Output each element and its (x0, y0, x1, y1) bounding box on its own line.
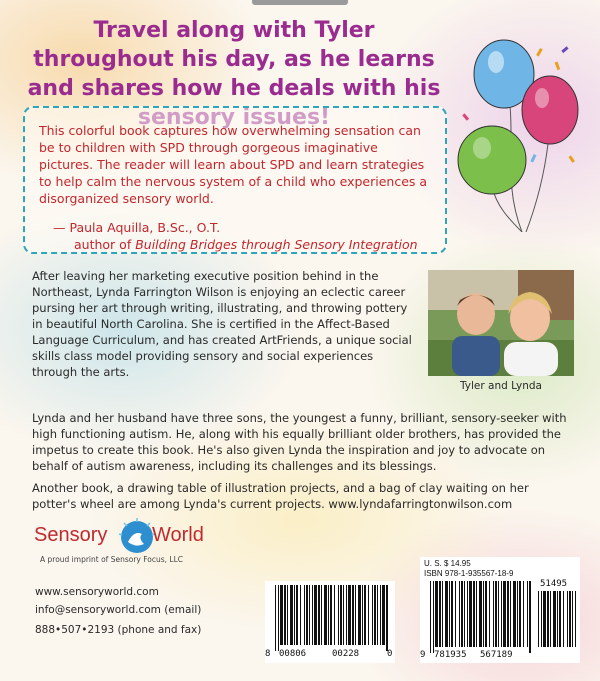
barcode-bar (334, 585, 335, 645)
barcode-bar (330, 585, 332, 645)
barcode-bar (559, 591, 561, 647)
barcode-bar (489, 581, 490, 647)
barcode-bar (280, 585, 283, 645)
barcode-bar (362, 585, 363, 645)
publisher-tagline: A proud imprint of Sensory Focus, LLC (40, 555, 184, 564)
barcode-bar (493, 581, 494, 647)
barcode-bar (304, 585, 305, 645)
barcode-bar (569, 591, 571, 647)
sensory-world-logo-mark (118, 518, 156, 556)
barcode-bar (459, 581, 460, 647)
barcode-bar (483, 581, 484, 647)
barcode-bar (498, 581, 499, 647)
barcode-bar (473, 581, 475, 647)
barcode-bar (386, 585, 388, 651)
upc-group-2: 00228 (332, 649, 360, 659)
barcode-bar (538, 591, 539, 647)
bio-paragraph-1: After leaving her marketing executive position behind in the Northeast, Lynda Farrington Wilson is enjoying an eclectic career pursing her art through writing, illustrating, and throwing pottery in beautiful North Carolina. She is certified in the Affect-Based Language Curriculum, and has created ArtFriends, a unique social skills class model providing sensory and social experiences through the arts. (32, 269, 412, 379)
publisher-name-right: World (152, 524, 204, 546)
barcode-bar (352, 585, 354, 645)
barcode-bar (296, 585, 298, 645)
endorsement-quote-box (23, 106, 447, 254)
upc-left-digit: 8 (265, 649, 271, 659)
barcode-bar (445, 581, 448, 647)
photo-caption: Tyler and Lynda (460, 380, 542, 392)
barcode-bar (435, 581, 438, 647)
isbn-addon-digits: 51495 (540, 579, 568, 589)
barcode-bar (348, 585, 351, 645)
barcode-bar (300, 585, 301, 645)
barcode-bar (501, 581, 502, 647)
bio-paragraph-3: Another book, a drawing table of illustration projects, and a bag of clay waiting on her potter's wheel are among Lynda's current projects. www.lyndafarringtonwilson.com (32, 481, 529, 511)
barcode-bar (553, 591, 556, 647)
barcode-bar (455, 581, 456, 647)
upc-group-1: 00806 (279, 649, 307, 659)
isbn-lead-digit: 9 (420, 650, 426, 660)
barcode-bar (575, 591, 576, 647)
barcode-bar (312, 585, 313, 645)
isbn-number: ISBN 978-1-935567-18-9 (424, 569, 514, 578)
barcode-bar (541, 591, 542, 647)
barcode-bar (547, 591, 549, 647)
barcode-bar (358, 585, 361, 645)
barcode-bar (340, 585, 342, 645)
barcode-bar (461, 581, 463, 647)
barcode-bar (451, 581, 453, 647)
attribution-name: — Paula Aquilla, B.Sc., O.T. (53, 220, 221, 235)
publisher-name-left: Sensory (34, 524, 108, 546)
barcode-bar (510, 581, 511, 647)
isbn-barcode (420, 557, 580, 663)
endorsement-attribution (53, 219, 431, 253)
barcode-bar (464, 581, 465, 647)
barcode-bar (368, 585, 369, 645)
barcode-bar (572, 591, 573, 647)
publisher-email[interactable]: info@sensoryworld.com (email) (35, 604, 202, 616)
barcode-bar (278, 585, 279, 651)
barcode-bar (355, 585, 356, 645)
attribution-role-prefix: author of (74, 237, 136, 252)
barcode-bar (527, 581, 528, 647)
barcode-bar (433, 581, 434, 653)
barcode-bar (550, 591, 551, 647)
barcode-bar (328, 585, 329, 645)
publisher-phone: 888•507•2193 (phone and fax) (35, 624, 202, 636)
attribution-book-title: Building Bridges through Sensory Integration (135, 237, 418, 252)
barcode-bar (314, 585, 317, 645)
barcode-bar (495, 581, 497, 647)
isbn-group-1: 781935 (434, 650, 467, 660)
barcode-bar (364, 585, 366, 645)
barcode-bar (519, 581, 521, 647)
barcode-bar (513, 581, 516, 647)
barcode-bar (377, 585, 378, 645)
barcode-bar (321, 585, 322, 645)
barcode-bar (469, 581, 472, 647)
barcode-bar (324, 585, 327, 645)
barcode-bar (476, 581, 477, 647)
barcode-bar (449, 581, 450, 647)
author-photo (428, 270, 574, 376)
isbn-price: U. S. $ 14.95 (424, 559, 471, 568)
barcode-bar (343, 585, 344, 645)
barcode-bar (567, 591, 568, 647)
upc-barcode (265, 581, 395, 663)
barcode-bar (372, 585, 373, 645)
barcode-bar (529, 581, 531, 653)
top-tab-marker (252, 0, 348, 5)
isbn-group-2: 567189 (480, 650, 513, 660)
upc-right-digit: 0 (387, 649, 393, 659)
barcode-bar (485, 581, 487, 647)
barcode-bar (382, 585, 385, 645)
barcode-bar (380, 585, 381, 645)
barcode-bar (287, 585, 288, 645)
bio-paragraph-2: Lynda and her husband have three sons, the youngest a funny, brilliant, sensory-seeker with high functioning autism. He, along with his equally brilliant older brothers, has provided the impetus to create this book. He's also given Lynda the inspiration and joy to advocate on behalf of autism awareness, including its challenges and its blessings. (32, 411, 567, 473)
barcode-bar (338, 585, 339, 645)
barcode-bar (309, 585, 310, 645)
publisher-logo (34, 512, 234, 574)
back-cover-headline: Travel along with Tyler throughout his day, as he learns and shares how he deals with his (27, 18, 441, 101)
barcode-bar (439, 581, 441, 647)
barcode-bar (557, 591, 558, 647)
barcode-bar (517, 581, 518, 647)
barcode-bar (479, 581, 482, 647)
barcode-bar (563, 591, 564, 647)
barcode-bar (507, 581, 509, 647)
barcode-bar (290, 585, 293, 645)
balloons-illustration (452, 36, 582, 232)
barcode-bar (346, 585, 347, 645)
endorsement-quote-text: This colorful book captures how overwhelming sensation can be to children with SPD through gorgeous imaginative pictures. The reader will learn about SPD and learn strategies to help calm the nervous system of a child who experiences a disorganized sensory world. (39, 123, 428, 206)
publisher-website[interactable]: www.sensoryworld.com (35, 586, 159, 598)
barcode-bar (306, 585, 308, 645)
barcode-bar (467, 581, 468, 647)
barcode-bar (442, 581, 443, 647)
barcode-bar (275, 585, 276, 651)
barcode-bar (503, 581, 506, 647)
attribution-role (53, 236, 431, 253)
barcode-bar (430, 581, 431, 653)
barcode-bar (294, 585, 295, 645)
barcode-bar (374, 585, 376, 645)
barcode-bar (318, 585, 320, 645)
barcode-bar (543, 591, 546, 647)
barcode-bar (523, 581, 524, 647)
barcode-bar (284, 585, 286, 645)
